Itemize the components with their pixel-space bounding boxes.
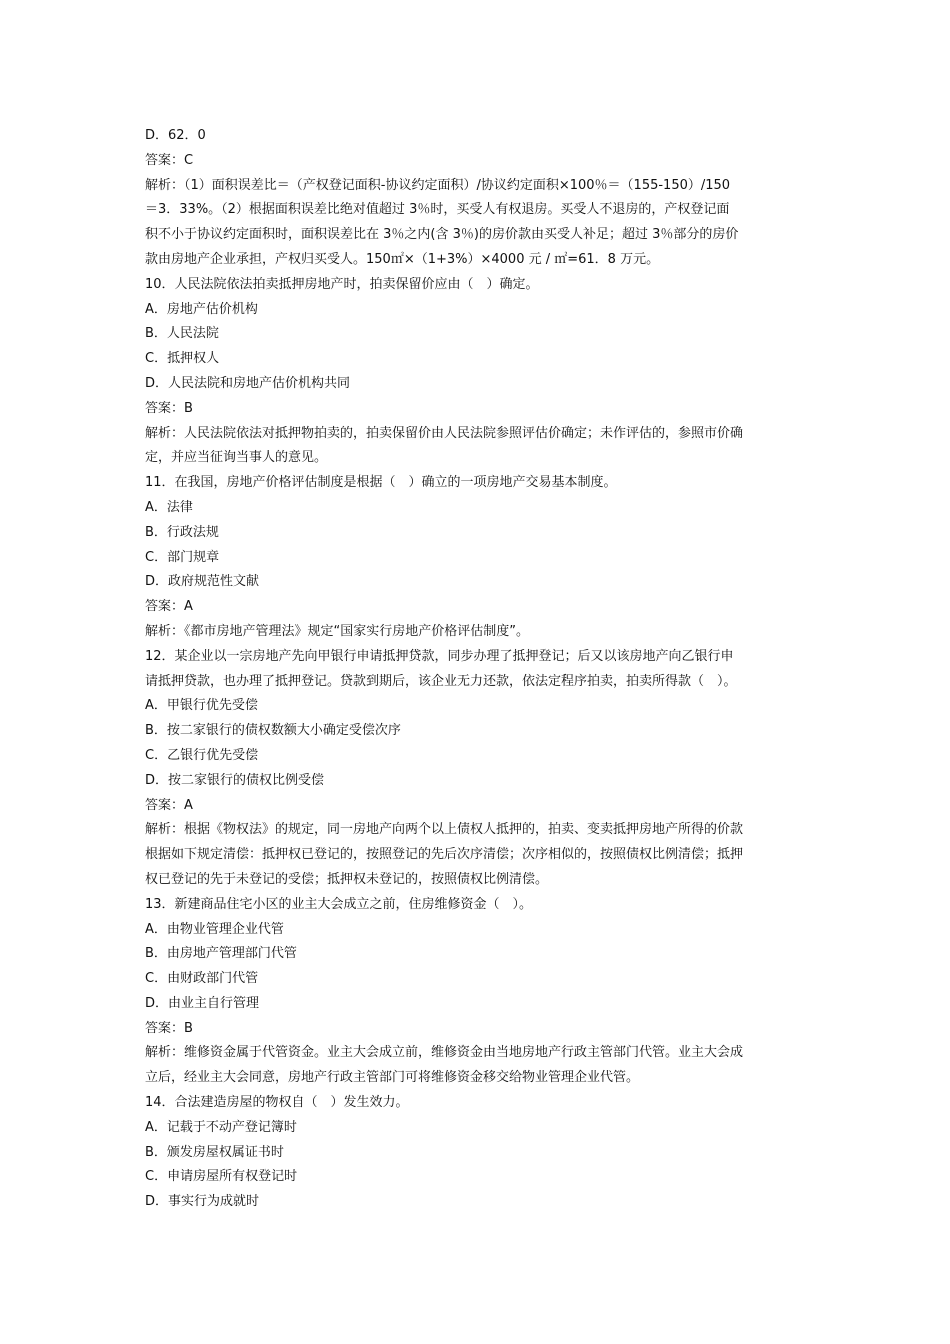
question-13: 13．新建商品住宅小区的业主大会成立之前，住房维修资金（ ）。 bbox=[145, 896, 533, 912]
option-a-q11: A．法律 bbox=[145, 499, 193, 515]
option-a-q12: A．甲银行优先受偿 bbox=[145, 698, 258, 714]
question-12-line2: 请抵押贷款，也办理了抵押登记。贷款到期后，该企业无力还款，依法定程序拍卖，拍卖所得款（ ）。 bbox=[145, 673, 737, 689]
answer-q10: 答案：B bbox=[145, 400, 193, 416]
option-b-q12: B．按二家银行的债权数额大小确定受偿次序 bbox=[145, 723, 401, 739]
option-d-q11: D．政府规范性文献 bbox=[145, 574, 260, 590]
option-a-q14: A．记载于不动产登记簿时 bbox=[145, 1119, 297, 1135]
option-c-q11: C．部门规章 bbox=[145, 549, 220, 565]
option-b-q11: B．行政法规 bbox=[145, 524, 219, 540]
explanation-q13-line2: 立后，经业主大会同意，房地产行政主管部门可将维修资金移交给物业管理企业代管。 bbox=[145, 1070, 640, 1086]
answer-q9: 答案：C bbox=[145, 152, 194, 168]
answer-q13: 答案：B bbox=[145, 1020, 193, 1036]
question-14: 14．合法建造房屋的物权自（ ）发生效力。 bbox=[145, 1095, 409, 1111]
question-10: 10．人民法院依法拍卖抵押房地产时，拍卖保留价应由（ ）确定。 bbox=[145, 276, 539, 292]
explanation-q10-line2: 定，并应当征询当事人的意见。 bbox=[145, 450, 328, 466]
explanation-q13-line1: 解析：维修资金属于代管资金。业主大会成立前，维修资金由当地房地产行政主管部门代管。业主大会成 bbox=[145, 1045, 744, 1061]
explanation-q11: 解析：《都市房地产管理法》规定“国家实行房地产价格评估制度”。 bbox=[145, 623, 529, 639]
option-c-q13: C．由财政部门代管 bbox=[145, 971, 259, 987]
explanation-q12-line2: 根据如下规定清偿：抵押权已登记的，按照登记的先后次序清偿；次序相似的，按照债权比例清偿；抵押 bbox=[145, 847, 744, 863]
document-page bbox=[145, 124, 807, 1215]
option-d-q10: D．人民法院和房地产估价机构共同 bbox=[145, 375, 351, 391]
option-b-q13: B．由房地产管理部门代管 bbox=[145, 946, 297, 962]
answer-q11: 答案：A bbox=[145, 599, 193, 615]
explanation-q9-line2: ＝3．33%。（2）根据面积误差比绝对值超过 3％时，买受人有权退房。买受人不退房的，产权登记面 bbox=[145, 202, 730, 218]
option-d-q12: D．按二家银行的债权比例受偿 bbox=[145, 772, 325, 788]
explanation-q9-line3: 积不小于协议约定面积时，面积误差比在 3％之内(含 3％)的房价款由买受人补足；超过 3％部分的房价 bbox=[145, 227, 739, 243]
option-a-q13: A．由物业管理企业代管 bbox=[145, 921, 284, 937]
explanation-q12-line3: 权已登记的先于未登记的受偿；抵押权未登记的，按照债权比例清偿。 bbox=[145, 871, 549, 887]
option-d-q13: D．由业主自行管理 bbox=[145, 995, 260, 1011]
explanation-q9-line1: 解析：（1）面积误差比＝（产权登记面积-协议约定面积）/协议约定面积×100％＝（155-150）/150 bbox=[145, 177, 731, 193]
explanation-q10-line1: 解析：人民法院依法对抵押物拍卖的，拍卖保留价由人民法院参照评估价确定；未作评估的，参照市价确 bbox=[145, 425, 744, 441]
option-b-q10: B．人民法院 bbox=[145, 326, 219, 342]
option-c-q10: C．抵押权人 bbox=[145, 351, 220, 367]
option-b-q14: B．颁发房屋权属证书时 bbox=[145, 1144, 284, 1160]
explanation-q9-line4: 款由房地产企业承担，产权归买受人。150㎡×（1+3%）×4000 元 / ㎡=61．8 万元。 bbox=[145, 251, 660, 267]
option-c-q14: C．申请房屋所有权登记时 bbox=[145, 1169, 298, 1185]
option-c-q12: C．乙银行优先受偿 bbox=[145, 747, 259, 763]
option-d-q9: D．62．0 bbox=[145, 128, 206, 143]
answer-q12: 答案：A bbox=[145, 797, 193, 813]
option-a-q10: A．房地产估价机构 bbox=[145, 301, 258, 317]
question-12-line1: 12．某企业以一宗房地产先向甲银行申请抵押贷款，同步办理了抵押登记；后又以该房地产向乙银行申 bbox=[145, 648, 734, 664]
explanation-q12-line1: 解析：根据《物权法》的规定，同一房地产向两个以上债权人抵押的，拍卖、变卖抵押房地产所得的价款 bbox=[145, 822, 744, 838]
option-d-q14: D．事实行为成就时 bbox=[145, 1194, 260, 1210]
question-11: 11．在我国，房地产价格评估制度是根据（ ）确立的一项房地产交易基本制度。 bbox=[145, 475, 617, 491]
